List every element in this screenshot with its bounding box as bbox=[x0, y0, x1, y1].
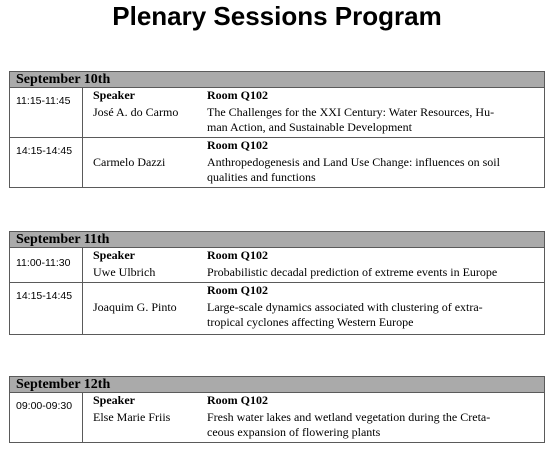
day-header: September 10th bbox=[9, 71, 545, 88]
day-header: September 12th bbox=[9, 376, 545, 393]
speaker-cell bbox=[93, 248, 203, 280]
day-block bbox=[9, 231, 545, 335]
session-row bbox=[9, 138, 545, 188]
speaker-label: Speaker bbox=[93, 248, 135, 262]
talk-title-line: ceous expansion of flowering plants bbox=[207, 425, 381, 439]
talk-title-line: man Action, and Sustainable Development bbox=[207, 120, 412, 134]
speaker-label bbox=[93, 138, 203, 153]
talk-title-line: Fresh water lakes and wetland vegetation during the Creta- bbox=[207, 410, 491, 424]
room-label: Room Q102 bbox=[207, 88, 268, 102]
session-row bbox=[9, 248, 545, 283]
speaker-label bbox=[93, 283, 203, 298]
speaker-name: Joaquim G. Pinto bbox=[93, 300, 177, 314]
talk-title-line: The Challenges for the XXI Century: Water Resources, Hu- bbox=[207, 105, 495, 119]
speaker-label: Speaker bbox=[93, 393, 135, 407]
speaker-cell bbox=[93, 393, 203, 425]
session-time: 14:15-14:45 bbox=[10, 283, 83, 334]
session-row bbox=[9, 88, 545, 138]
session-time: 11:15-11:45 bbox=[10, 88, 83, 137]
page-title: Plenary Sessions Program bbox=[112, 1, 442, 31]
speaker-name: Carmelo Dazzi bbox=[93, 155, 166, 169]
talk-title-line: Probabilistic decadal prediction of extreme events in Europe bbox=[207, 265, 498, 279]
speaker-name: Uwe Ulbrich bbox=[93, 265, 156, 279]
talk-title-line: Large-scale dynamics associated with clustering of extra- bbox=[207, 300, 483, 314]
room-label: Room Q102 bbox=[207, 248, 268, 262]
day-block bbox=[9, 71, 545, 188]
speaker-name: José A. do Carmo bbox=[93, 105, 179, 119]
talk-title-line: Anthropedogenesis and Land Use Change: influences on soil bbox=[207, 155, 500, 169]
speaker-name: Else Marie Friis bbox=[93, 410, 171, 424]
talk-cell bbox=[207, 88, 541, 135]
room-label: Room Q102 bbox=[207, 138, 268, 152]
talk-cell bbox=[207, 248, 541, 280]
talk-cell bbox=[207, 283, 541, 330]
speaker-label: Speaker bbox=[93, 88, 135, 102]
day-header: September 11th bbox=[9, 231, 545, 248]
session-time: 11:00-11:30 bbox=[10, 248, 83, 282]
day-block bbox=[9, 376, 545, 443]
talk-title-line: tropical cyclones affecting Western Europe bbox=[207, 315, 414, 329]
room-label: Room Q102 bbox=[207, 283, 268, 297]
session-row bbox=[9, 283, 545, 335]
talk-title-line: qualities and functions bbox=[207, 170, 316, 184]
speaker-cell bbox=[93, 138, 203, 170]
session-time: 14:15-14:45 bbox=[10, 138, 83, 187]
room-label: Room Q102 bbox=[207, 393, 268, 407]
speaker-cell bbox=[93, 88, 203, 120]
session-row bbox=[9, 393, 545, 443]
talk-cell bbox=[207, 393, 541, 440]
session-time: 09:00-09:30 bbox=[10, 393, 83, 442]
speaker-cell bbox=[93, 283, 203, 315]
talk-cell bbox=[207, 138, 541, 185]
